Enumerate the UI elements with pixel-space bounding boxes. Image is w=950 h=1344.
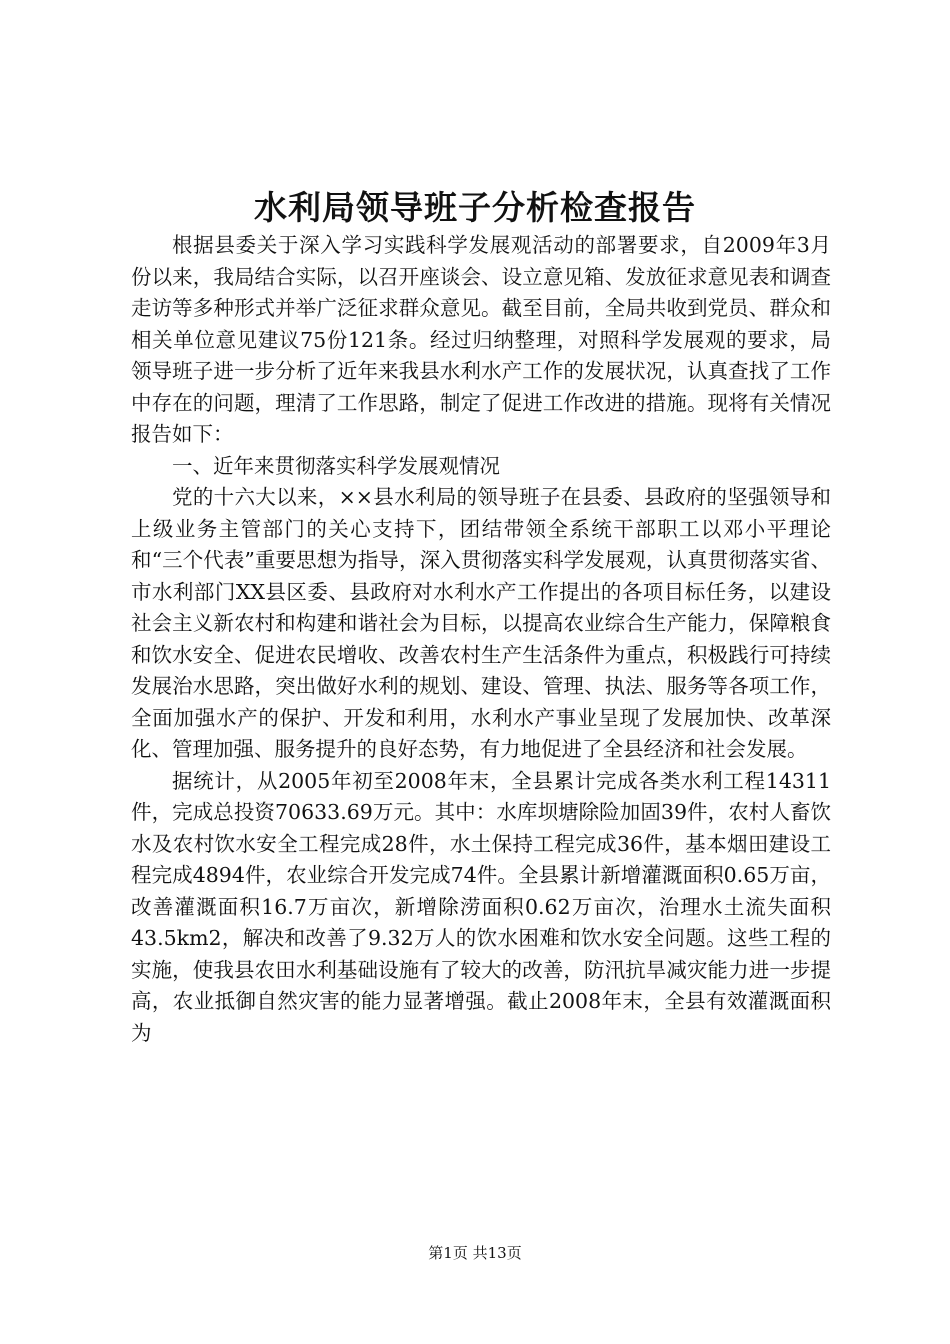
- document-title: 水利局领导班子分析检查报告: [254, 188, 696, 227]
- page-number-footer: 第1页 共13页: [428, 1244, 522, 1262]
- section-heading-1: 一、近年来贯彻落实科学发展观情况: [172, 453, 500, 478]
- paragraph-overview: 党的十六大以来，××县水利局的领导班子在县委、县政府的坚强领导和上级业务主管部门的关心支持下，团结带领全系统干部职工以邓小平理论和“三个代表”重要思想为指导，深入贯彻落实科学发展观，认真贯彻落实省、市水利部门XX县区委、县政府对水利水产工作提出的各项目标任务，以建设社会主义新农村和构建和谐社会为目标，以提高农业综合生产能力，保障粮食和饮水安全、促进农民增收、改善农村生产生活条件为重点，积极践行可持续发展治水思路，突出做好水利的规划、建设、管理、执法、服务等各项工作，全面加强水产的保护、开发和利用，水利水产事业呈现了发展加快、改革深化、管理加强、服务提升的良好态势，有力地促进了全县经济和社会发展。: [131, 485, 831, 761]
- document-body: [131, 230, 831, 1049]
- paragraph-statistics: 据统计，从2005年初至2008年末，全县累计完成各类水利工程14311件，完成总投资70633.69万元。其中：水库坝塘除险加固39件，农村人畜饮水及农村饮水安全工程完成28件，水土保持工程完成36件，基本烟田建设工程完成4894件，农业综合开发完成74件。全县累计新增灌溉面积0.65万亩，改善灌溉面积16.7万亩次，新增除涝面积0.62万亩次，治理水土流失面积43.5km2，解决和改善了9.32万人的饮水困难和饮水安全问题。这些工程的实施，使我县农田水利基础设施有了较大的改善，防汛抗旱减灾能力进一步提高，农业抵御自然灾害的能力显著增强。截止2008年末，全县有效灌溉面积为: [131, 768, 831, 1045]
- paragraph-intro: 根据县委关于深入学习实践科学发展观活动的部署要求，自2009年3月份以来，我局结合实际，以召开座谈会、设立意见箱、发放征求意见表和调查走访等多种形式并举广泛征求群众意见。截至目前，全局共收到党员、群众和相关单位意见建议75份121条。经过归纳整理，对照科学发展观的要求，局领导班子进一步分析了近年来我县水利水产工作的发展状况，认真查找了工作中存在的问题，理清了工作思路，制定了促进工作改进的措施。现将有关情况报告如下：: [131, 233, 831, 446]
